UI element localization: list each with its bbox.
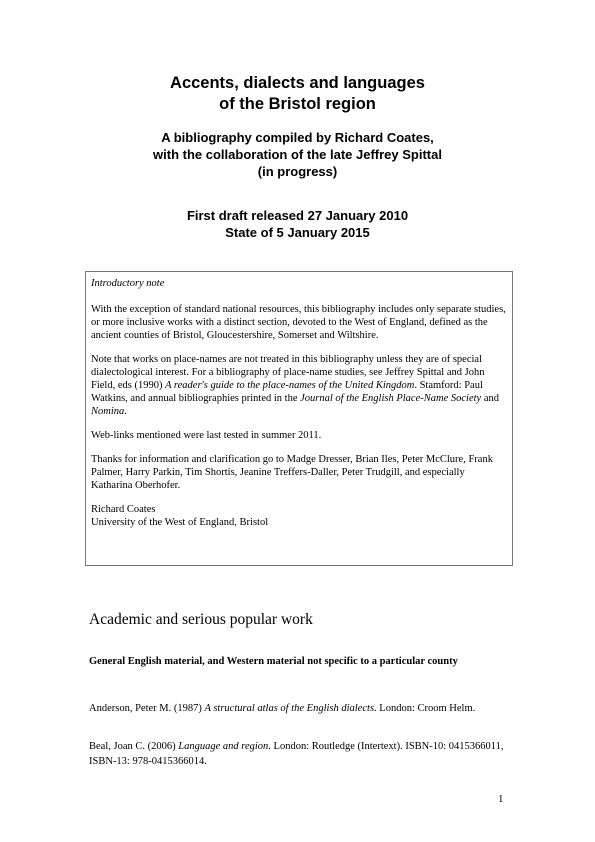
note-text: and (481, 393, 499, 404)
journal-title: Nomina (91, 406, 125, 417)
entry-title: A structural atlas of the English dialects (204, 703, 375, 714)
note-paragraph-place-names (91, 353, 507, 418)
note-text: Note that works on place-names are not treated in this bibliography unless they are of special dialectological interest. For a bibliography of place-name studies, see Jeffrey Spittal and John Field, eds (1990) (91, 354, 485, 391)
note-text: . Stamford: Paul Watkins, and annual bibliographies printed in the (91, 380, 483, 404)
release-date-line: First draft released 27 January 2010 (186, 208, 409, 223)
document-title (0, 73, 595, 115)
entry-publisher: . London: Croom Helm. (374, 703, 476, 714)
state-date-line: State of 5 January 2015 (225, 225, 370, 240)
note-paragraph-thanks: Thanks for information and clarification go to Madge Dresser, Brian Iles, Peter McClure, Frank Palmer, Harry Parkin, Tim Shortis, Jeanine Treffers-Daller, Peter Trudgill, and especially Katharina Oberhofer. (91, 454, 493, 491)
subsection-heading: General English material, and Western material not specific to a particular county (89, 656, 458, 667)
entry-author-year: Anderson, Peter M. (1987) (89, 703, 205, 714)
title-line-1: Accents, dialects and languages (170, 74, 425, 92)
introductory-note-box (85, 271, 513, 566)
journal-title: Journal of the English Place-Name Society (300, 393, 482, 404)
subtitle-line-3: (in progress) (257, 164, 338, 179)
page-number: 1 (498, 793, 504, 805)
signature-name: Richard Coates (91, 504, 156, 515)
entry-title: Language and region (178, 741, 269, 752)
note-paragraph-weblinks: Web-links mentioned were last tested in summer 2011. (91, 430, 322, 441)
entry-author-year: Beal, Joan C. (2006) (89, 741, 179, 752)
subtitle-line-1: A bibliography compiled by Richard Coates, (161, 130, 434, 145)
document-subtitle (0, 129, 595, 180)
section-heading: Academic and serious popular work (89, 611, 313, 628)
entry-publisher: . London: Routledge (Intertext). ISBN-10: 0415366011, ISBN-13: 978-0415366014. (89, 741, 504, 767)
subtitle-line-2: with the collaboration of the late Jeffrey Spittal (153, 147, 442, 162)
bibliography-entry (89, 701, 519, 716)
title-line-2: of the Bristol region (219, 95, 376, 113)
signature-affiliation: University of the West of England, Bristol (91, 517, 269, 528)
note-heading: Introductory note (91, 278, 165, 289)
note-signature (91, 503, 507, 529)
release-info (0, 207, 595, 241)
note-text: . (124, 406, 127, 417)
note-paragraph-scope: With the exception of standard national resources, this bibliography includes only separate studies, or more inclusive works with a distinct section, devoted to the West of England, defined as the ancient counties of Bristol, Gloucestershire, Somerset and Wiltshire. (91, 304, 506, 341)
book-title: A reader's guide to the place-names of the United Kingdom (165, 380, 415, 391)
bibliography-entry (89, 739, 519, 769)
